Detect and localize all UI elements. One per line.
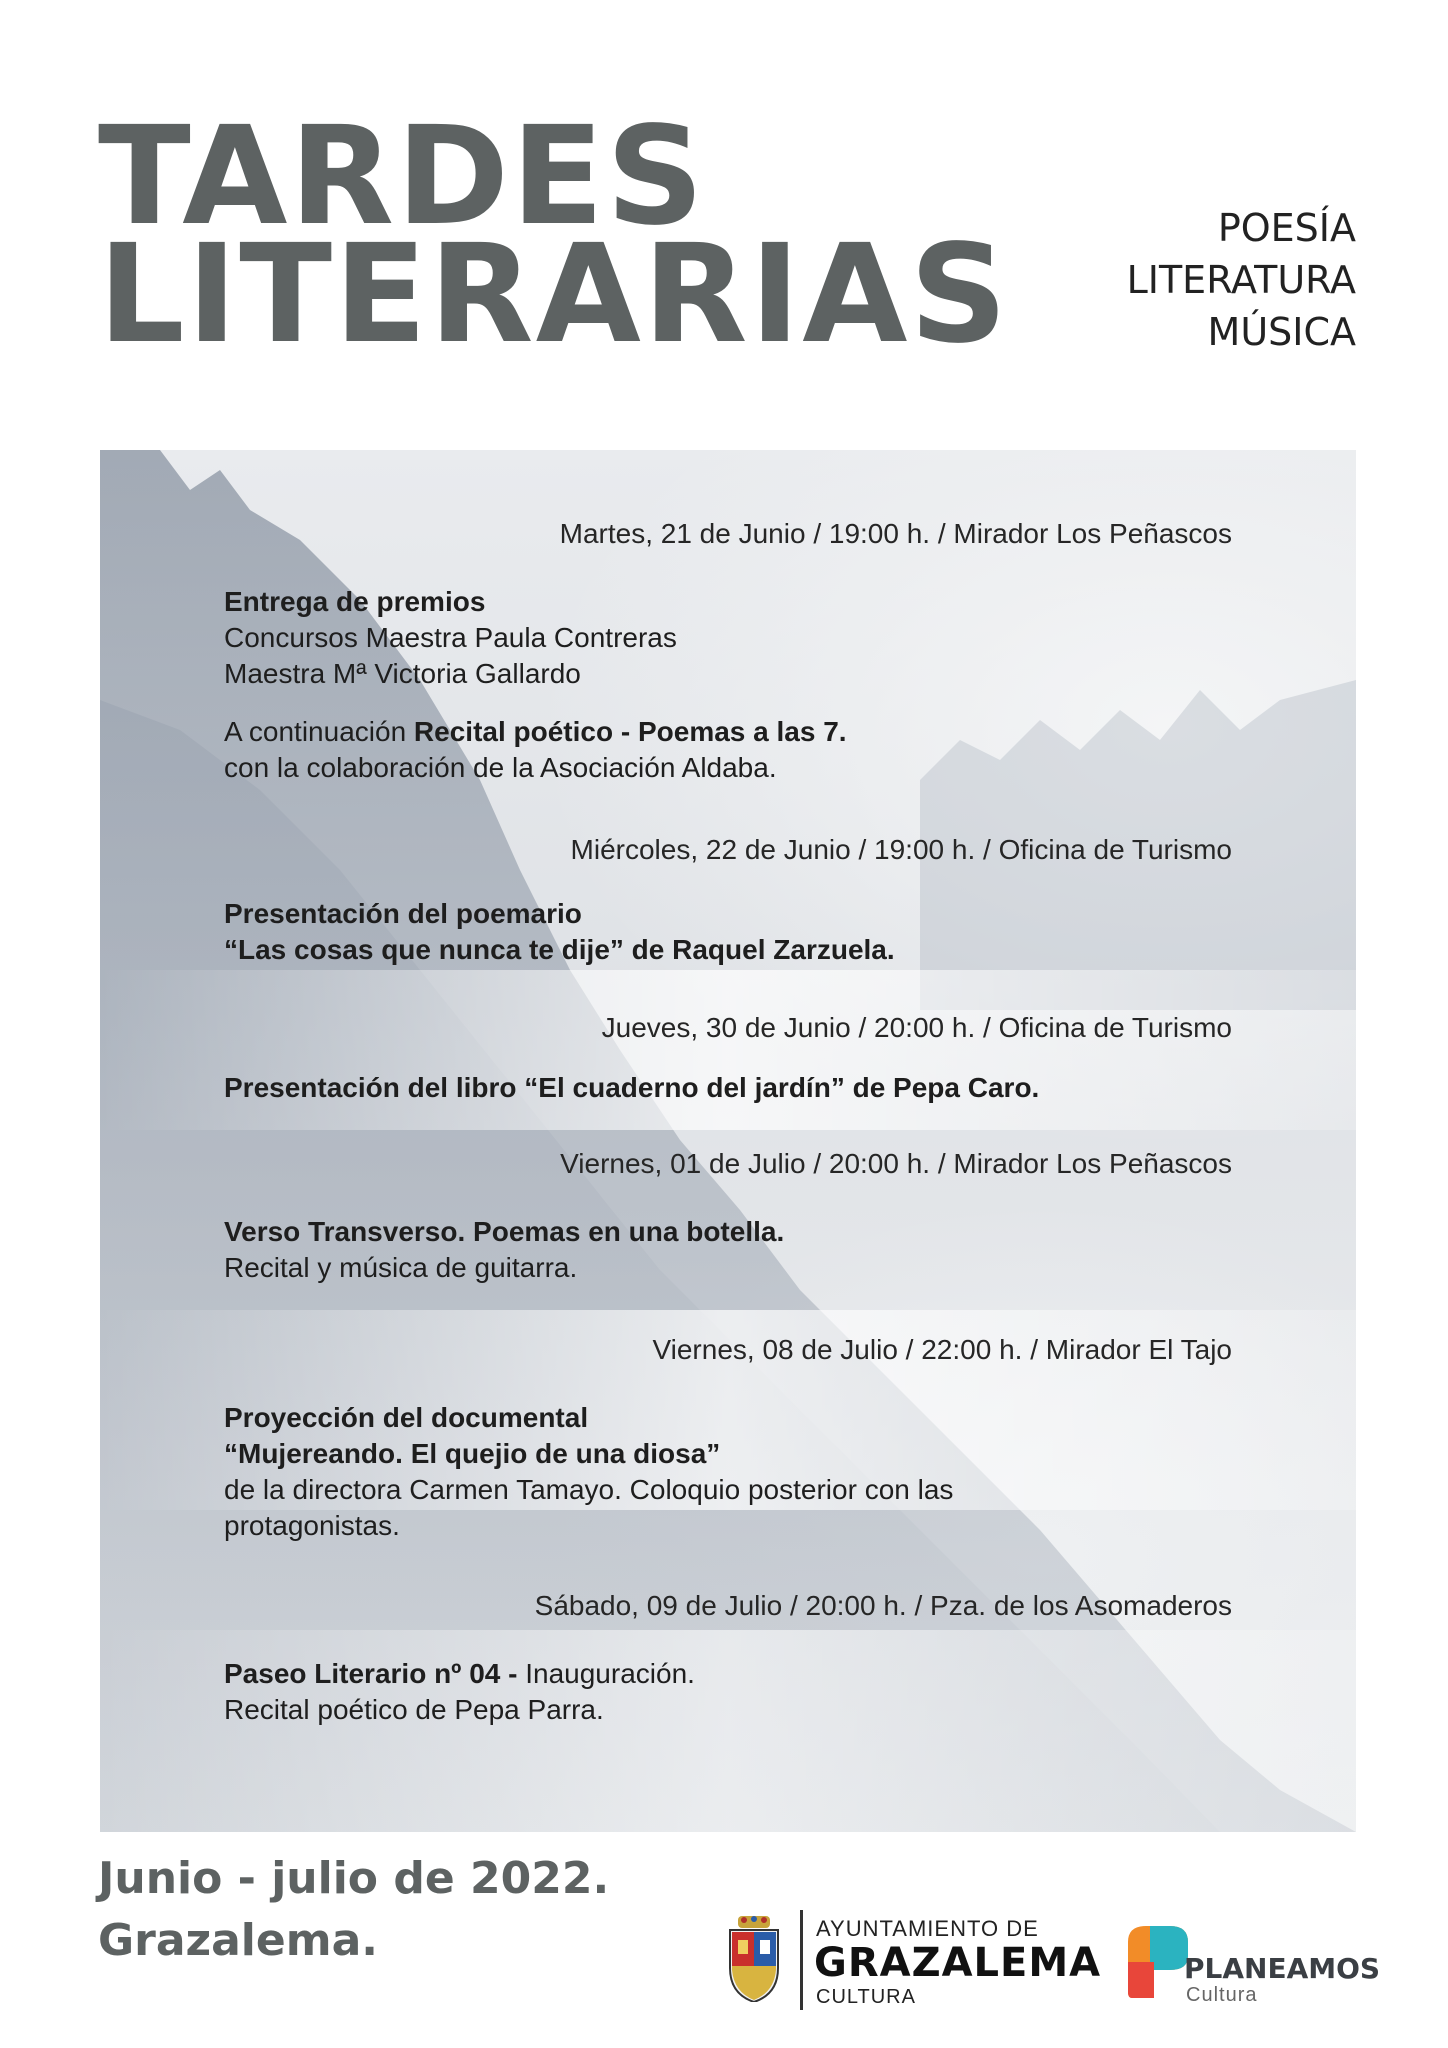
event-5-date: Viernes, 08 de Julio / 22:00 h. / Mirador El Tajo — [652, 1334, 1232, 1365]
event-3-details — [224, 1070, 1224, 1106]
event-5-title-2: “Mujereando. El quejio de una diosa” — [224, 1438, 721, 1469]
genre-musica: MÚSICA — [1207, 310, 1356, 354]
ayuntamiento-grazalema-logo — [724, 1910, 1102, 2010]
event-3-date: Jueves, 30 de Junio / 20:00 h. / Oficina de Turismo — [601, 1012, 1232, 1043]
event-5-line-1: de la directora Carmen Tamayo. Coloquio posterior con las — [224, 1474, 954, 1505]
event-5-line-2: protagonistas. — [224, 1510, 400, 1541]
event-6-title-rest: Inauguración. — [517, 1658, 695, 1689]
misty-forest-panel — [100, 450, 1356, 1832]
event-5-details — [224, 1400, 1224, 1544]
genre-literatura: LITERATURA — [1126, 258, 1356, 302]
footer-place: Grazalema. — [98, 1915, 378, 1966]
event-2-title: Presentación del poemario — [224, 898, 582, 929]
event-6-details — [224, 1656, 1224, 1728]
event-6-title: Paseo Literario nº 04 - — [224, 1658, 518, 1689]
footer-dates: Junio - julio de 2022. — [98, 1853, 610, 1904]
planeamos-mark-icon — [1124, 1922, 1192, 2002]
genre-poesia: POESÍA — [1217, 206, 1356, 250]
event-5-title: Proyección del documental — [224, 1402, 589, 1433]
event-1-extra-prefix: A continuación — [224, 716, 414, 747]
planeamos-cultura-label: Cultura — [1186, 1984, 1258, 2006]
event-4-title: Verso Transverso. Poemas en una botella. — [224, 1216, 785, 1247]
event-1-details — [224, 584, 1224, 786]
event-1-extra — [224, 714, 1224, 750]
poster-title — [98, 98, 1010, 374]
event-1-line-2: Maestra Mª Victoria Gallardo — [224, 658, 581, 689]
event-2-details — [224, 896, 1224, 968]
event-4-line-1: Recital y música de guitarra. — [224, 1252, 578, 1283]
event-2-title-2: “Las cosas que nunca te dije” de Raquel Zarzuela. — [224, 934, 895, 965]
event-1-line-1: Concursos Maestra Paula Contreras — [224, 622, 677, 653]
footer-dates-place — [98, 1848, 609, 1972]
event-6-date: Sábado, 09 de Julio / 20:00 h. / Pza. de los Asomaderos — [534, 1590, 1232, 1621]
event-4-date: Viernes, 01 de Julio / 20:00 h. / Mirador Los Peñascos — [560, 1148, 1232, 1179]
planeamos-label: PLANEAMOS — [1184, 1952, 1381, 1985]
event-3-title: Presentación del libro “El cuaderno del jardín” de Pepa Caro. — [224, 1072, 1040, 1103]
event-1-title: Entrega de premios — [224, 586, 486, 617]
event-6-line-1: Recital poético de Pepa Parra. — [224, 1694, 604, 1725]
ayuntamiento-label: AYUNTAMIENTO DE — [816, 1916, 1039, 1941]
title-line-1: TARDES — [98, 98, 706, 256]
logo-divider — [800, 1910, 803, 2010]
event-2-date: Miércoles, 22 de Junio / 19:00 h. / Oficina de Turismo — [570, 834, 1232, 865]
event-4-details — [224, 1214, 1224, 1286]
event-1-date: Martes, 21 de Junio / 19:00 h. / Mirador Los Peñascos — [559, 518, 1232, 549]
title-line-2: LITERARIAS — [98, 216, 1010, 374]
grazalema-label: GRAZALEMA — [814, 1940, 1102, 1986]
event-1-extra-bold: Recital poético - Poemas a las 7. — [413, 716, 847, 747]
coat-of-arms-icon — [724, 1916, 784, 2002]
cultura-label: CULTURA — [816, 1986, 916, 2008]
event-list — [100, 450, 1356, 1832]
genre-list — [1127, 202, 1356, 358]
event-1-extra-line: con la colaboración de la Asociación Aldaba. — [224, 752, 777, 783]
event-6-title-row — [224, 1656, 1224, 1692]
planeamos-cultura-logo — [1124, 1922, 1384, 2012]
